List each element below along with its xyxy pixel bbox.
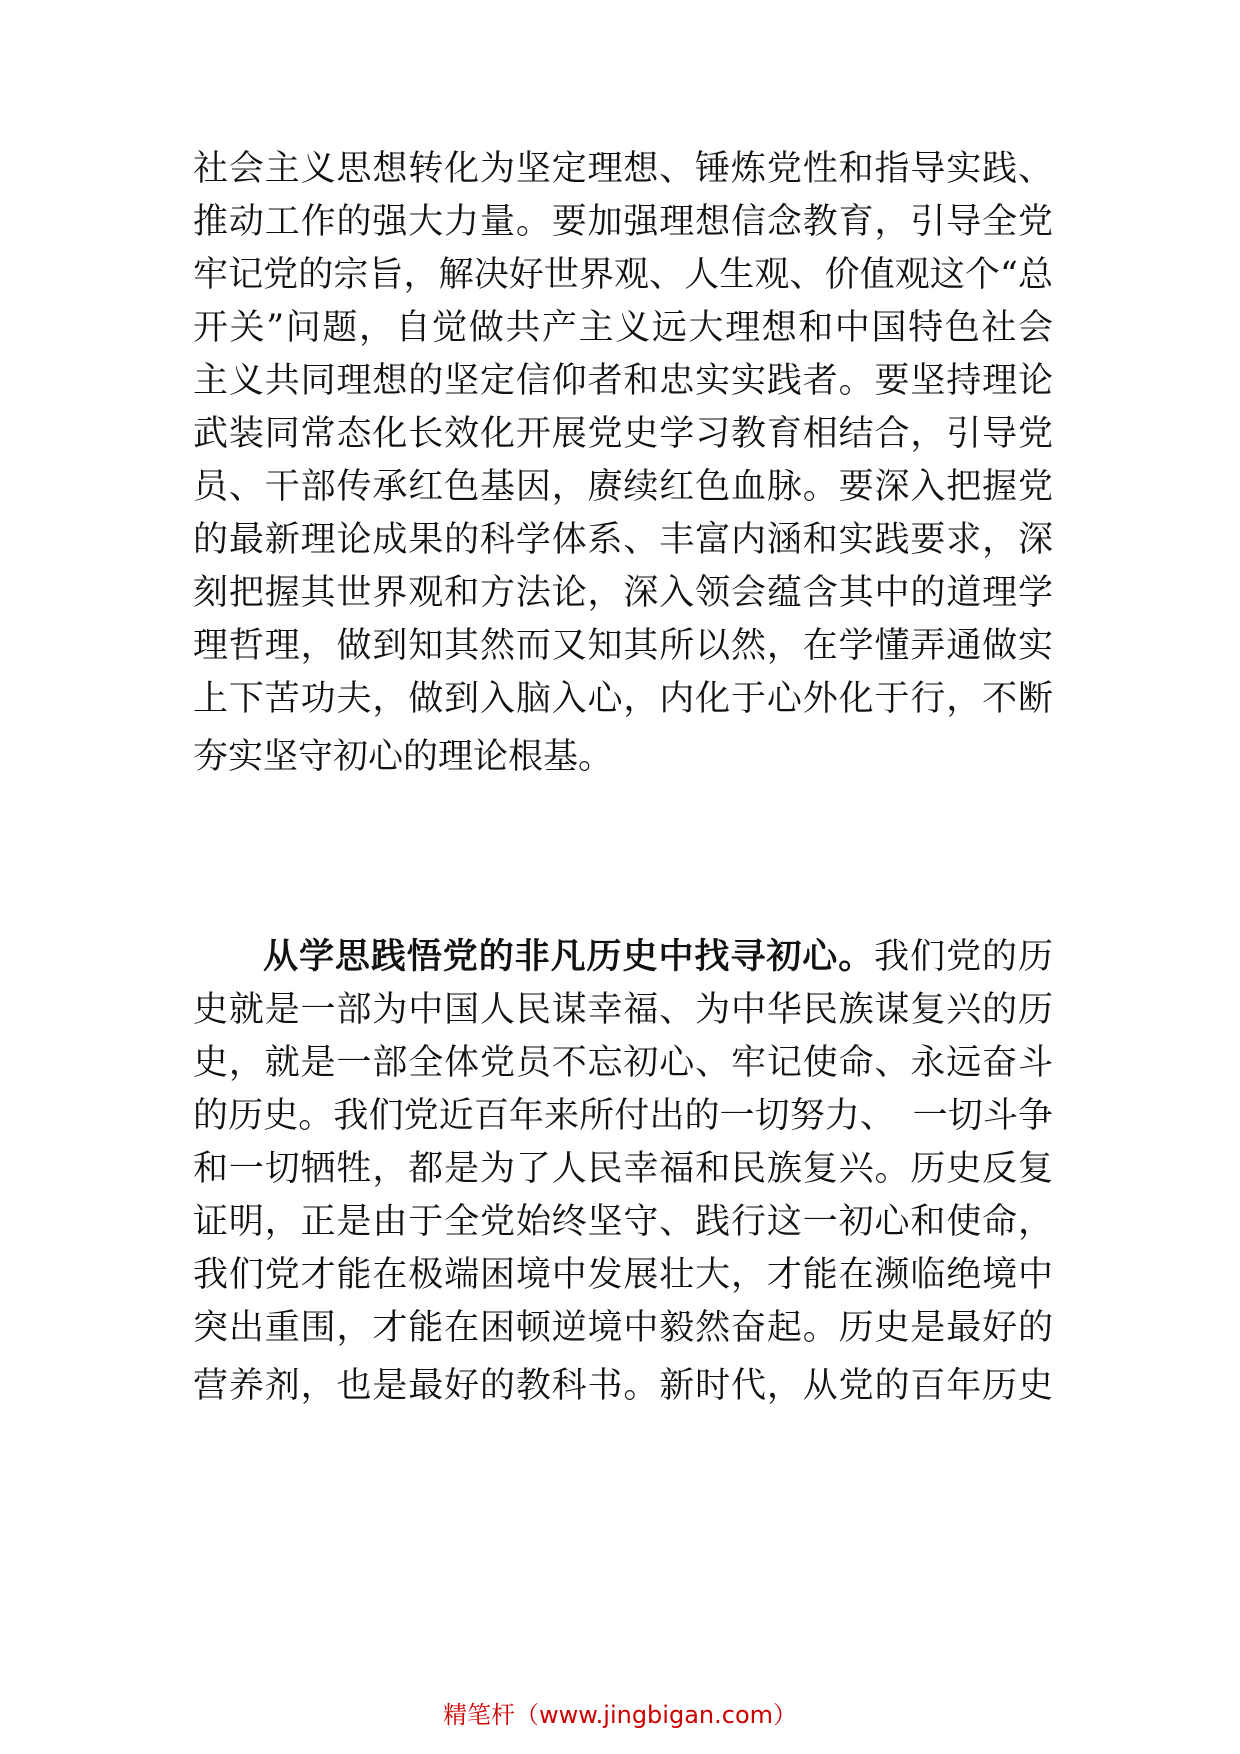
paragraph-2-heading: 从学思践悟党的非凡历史中找寻初心。: [263, 937, 875, 977]
paragraph-1-line-6: 武装同常态化长效化开展党史学习教育相结合，引导党: [193, 414, 1053, 454]
paragraph-2-line-2: 史就是一部为中国人民谋幸福、为中华民族谋复兴的历: [193, 990, 1053, 1030]
paragraph-2-line-5: 和一切牺牲，都是为了人民幸福和民族复兴。历史反复: [193, 1149, 1053, 1189]
paragraph-1-line-5: 主义共同理想的坚定信仰者和忠实实践者。要坚持理论: [193, 361, 1053, 401]
paragraph-1-line-2: 推动工作的强大力量。要加强理想信念教育，引导全党: [193, 202, 1053, 242]
paragraph-2-line-1: [263, 935, 1053, 979]
paragraph-1-line-4: 开关”问题，自觉做共产主义远大理想和中国特色社会: [193, 308, 1053, 348]
paragraph-2-line-7: 我们党才能在极端困境中发展壮大，才能在濒临绝境中: [193, 1255, 1053, 1295]
paragraph-1-line-1: 社会主义思想转化为坚定理想、锤炼党性和指导实践、: [193, 149, 1053, 189]
paragraph-2-line-8: 突出重围，才能在困顿逆境中毅然奋起。历史是最好的: [193, 1308, 1053, 1348]
paragraph-1-line-9: 刻把握其世界观和方法论，深入领会蕴含其中的道理学: [193, 573, 1053, 613]
paragraph-2-line-9: 营养剂，也是最好的教科书。新时代，从党的百年历史: [193, 1366, 1053, 1406]
paragraph-2-line-4: 的历史。我们党近百年来所付出的一切努力、 一切斗争: [193, 1096, 1053, 1136]
paragraph-1-line-7: 员、干部传承红色基因，赓续红色血脉。要深入把握党: [193, 467, 1053, 507]
paragraph-1-line-11: 上下苦功夫，做到入脑入心，内化于心外化于行，不断: [193, 679, 1053, 719]
paragraph-1-line-8: 的最新理论成果的科学体系、丰富内涵和实践要求，深: [193, 520, 1053, 560]
paragraph-2-line-3: 史，就是一部全体党员不忘初心、牢记使命、永远奋斗: [193, 1043, 1053, 1083]
paragraph-1-line-12: 夯实坚守初心的理论根基。: [193, 737, 614, 777]
paragraph-1-line-10: 理哲理，做到知其然而又知其所以然，在学懂弄通做实: [193, 626, 1053, 666]
footer-site-credit: 精笔杆（www.jingbigan.com）: [442, 1701, 798, 1729]
paragraph-1-line-3: 牢记党的宗旨，解决好世界观、人生观、价值观这个“总: [193, 255, 1053, 295]
paragraph-2-line-6: 证明，正是由于全党始终坚守、践行这一初心和使命，: [193, 1202, 1053, 1242]
paragraph-2-first-line-text: 我们党的历: [874, 937, 1053, 977]
